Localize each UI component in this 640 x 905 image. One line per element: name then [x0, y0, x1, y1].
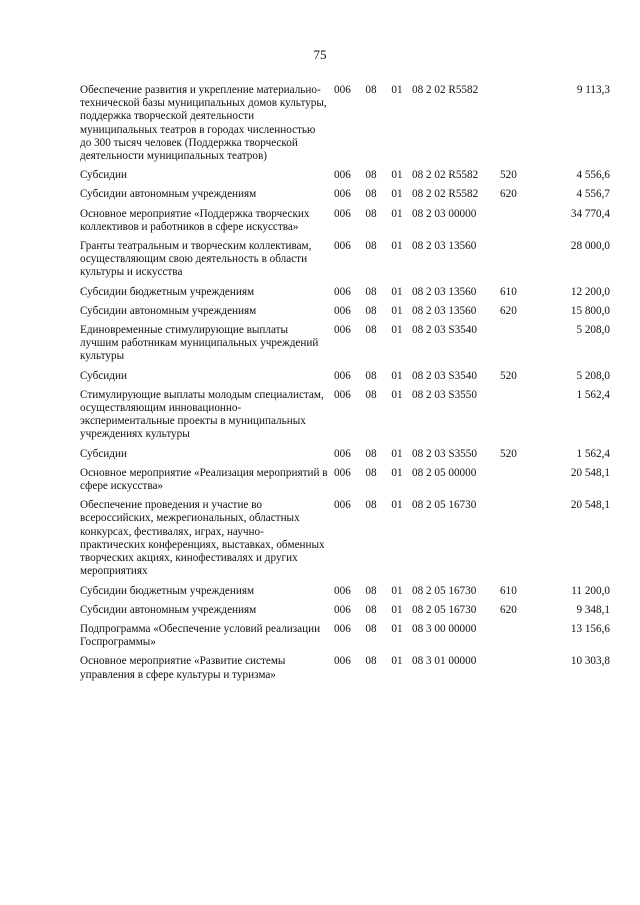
section-code: 08 [365, 655, 377, 668]
target-article: 08 2 03 S3550 [412, 447, 477, 460]
budget-table [80, 84, 610, 688]
section-code: 08 [365, 622, 377, 635]
amount: 15 800,0 [570, 304, 610, 317]
section-code: 08 [365, 369, 377, 382]
amount: 13 156,6 [570, 622, 610, 635]
ministry-code: 006 [334, 655, 351, 668]
subsection-code: 01 [391, 388, 403, 401]
expense-type: 520 [500, 447, 517, 460]
amount: 9 348,1 [576, 603, 610, 616]
page-number: 75 [313, 47, 327, 62]
target-article: 08 2 05 00000 [412, 466, 477, 479]
amount: 4 556,6 [576, 169, 610, 182]
section-code: 08 [365, 285, 377, 298]
section-code: 08 [365, 207, 377, 220]
row-name: Субсидии автономным учреждениям [80, 304, 257, 317]
row-name: Субсидии бюджетным учреждениям [80, 285, 255, 298]
ministry-code: 006 [334, 584, 351, 597]
ministry-code: 006 [334, 447, 351, 460]
table-row [80, 655, 610, 687]
section-code: 08 [365, 324, 377, 337]
section-code: 08 [365, 240, 377, 253]
ministry-code: 006 [334, 188, 351, 201]
expense-type [500, 655, 534, 687]
table-row [80, 623, 610, 655]
section-code: 08 [365, 188, 377, 201]
section-code: 08 [365, 169, 377, 182]
expense-type [500, 623, 534, 655]
amount: 20 548,1 [570, 499, 610, 512]
section-code: 08 [365, 584, 377, 597]
row-name: Обеспечение проведения и участие во всероссийских, межрегиональных, областных конкурсах, фестивалях, играх, научно-практических конференциях, выставках, обменных творческих акциях, кинофестивалях и других мероприятиях [80, 499, 325, 578]
row-name: Обеспечение развития и укрепление материально-технической базы муниципальных домов культуры, поддержка творческой деятельности муниципальных театров в городах численностью до 300 тысяч человек (Поддержка творческой деятельности муниципальных театров) [80, 84, 327, 163]
row-name: Единовременные стимулирующие выплаты лучшим работникам муниципальных учреждений культуры [80, 324, 319, 363]
table-row [80, 370, 610, 389]
table-row [80, 467, 610, 499]
target-article: 08 2 03 S3550 [412, 388, 477, 401]
expense-type [500, 389, 534, 448]
amount: 11 200,0 [571, 584, 610, 597]
ministry-code: 006 [334, 84, 351, 96]
expense-type: 610 [500, 584, 517, 597]
subsection-code: 01 [391, 499, 403, 512]
table-row [80, 188, 610, 207]
subsection-code: 01 [391, 369, 403, 382]
subsection-code: 01 [391, 584, 403, 597]
ministry-code: 006 [334, 169, 351, 182]
ministry-code: 006 [334, 369, 351, 382]
row-name: Стимулирующие выплаты молодым специалистам, осуществляющим инновационно-экспериментальные проекты в муниципальных учреждениях культуры [80, 388, 324, 441]
amount: 1 562,4 [576, 447, 610, 460]
expense-type [500, 467, 534, 499]
target-article: 08 2 02 R5582 [412, 84, 479, 96]
target-article: 08 2 02 R5582 [412, 169, 479, 182]
subsection-code: 01 [391, 207, 403, 220]
target-article: 08 2 05 16730 [412, 603, 477, 616]
table-row [80, 84, 610, 169]
subsection-code: 01 [391, 304, 403, 317]
ministry-code: 006 [334, 499, 351, 512]
table-row [80, 208, 610, 240]
amount: 20 548,1 [570, 466, 610, 479]
section-code: 08 [365, 84, 377, 96]
subsection-code: 01 [391, 285, 403, 298]
row-name: Основное мероприятие «Поддержка творческих коллективов и работников в сфере искусства» [80, 207, 310, 233]
ministry-code: 006 [334, 466, 351, 479]
amount: 5 208,0 [576, 324, 610, 337]
subsection-code: 01 [391, 655, 403, 668]
target-article: 08 2 05 16730 [412, 499, 477, 512]
row-name: Субсидии [80, 447, 127, 460]
target-article: 08 2 03 13560 [412, 240, 477, 253]
amount: 4 556,7 [576, 188, 610, 201]
expense-type: 620 [500, 304, 517, 317]
subsection-code: 01 [391, 240, 403, 253]
subsection-code: 01 [391, 84, 403, 96]
ministry-code: 006 [334, 240, 351, 253]
row-name: Основное мероприятие «Развитие системы управления в сфере культуры и туризма» [80, 655, 286, 681]
expense-type: 620 [500, 188, 517, 201]
table-row [80, 305, 610, 324]
table-row [80, 499, 610, 584]
target-article: 08 2 05 16730 [412, 584, 477, 597]
ministry-code: 006 [334, 324, 351, 337]
section-code: 08 [365, 388, 377, 401]
amount: 12 200,0 [570, 285, 610, 298]
ministry-code: 006 [334, 603, 351, 616]
ministry-code: 006 [334, 622, 351, 635]
subsection-code: 01 [391, 169, 403, 182]
expense-type: 520 [500, 169, 517, 182]
row-name: Субсидии автономным учреждениям [80, 188, 257, 201]
amount: 10 303,8 [570, 655, 610, 668]
expense-type [500, 499, 534, 584]
section-code: 08 [365, 466, 377, 479]
table-row [80, 286, 610, 305]
subsection-code: 01 [391, 447, 403, 460]
expense-type: 520 [500, 369, 517, 382]
target-article: 08 2 03 13560 [412, 285, 477, 298]
target-article: 08 3 00 00000 [412, 622, 477, 635]
expense-type [500, 84, 534, 169]
table-row [80, 324, 610, 370]
amount: 9 113,3 [576, 84, 610, 96]
table-row [80, 585, 610, 604]
subsection-code: 01 [391, 603, 403, 616]
subsection-code: 01 [391, 188, 403, 201]
table-row [80, 448, 610, 467]
table-row [80, 169, 610, 188]
section-code: 08 [365, 499, 377, 512]
table-body [80, 84, 610, 688]
expense-type: 610 [500, 285, 517, 298]
subsection-code: 01 [391, 466, 403, 479]
target-article: 08 2 03 S3540 [412, 324, 477, 337]
row-name: Подпрограмма «Обеспечение условий реализации Госпрограммы» [80, 622, 321, 649]
expense-type [500, 324, 534, 370]
row-name: Субсидии бюджетным учреждениям [80, 584, 255, 597]
amount: 28 000,0 [570, 240, 610, 253]
amount: 5 208,0 [576, 369, 610, 382]
target-article: 08 2 03 00000 [412, 207, 477, 220]
target-article: 08 3 01 00000 [412, 655, 477, 668]
ministry-code: 006 [334, 304, 351, 317]
row-name: Субсидии [80, 369, 127, 382]
subsection-code: 01 [391, 622, 403, 635]
ministry-code: 006 [334, 285, 351, 298]
subsection-code: 01 [391, 324, 403, 337]
expense-type: 620 [500, 603, 517, 616]
amount: 34 770,4 [570, 207, 610, 220]
table-row [80, 604, 610, 623]
expense-type [500, 208, 534, 240]
row-name: Субсидии автономным учреждениям [80, 603, 257, 616]
section-code: 08 [365, 304, 377, 317]
row-name: Гранты театральным и творческим коллективам, осуществляющим свою деятельность в области культуры и искусства [80, 240, 312, 279]
section-code: 08 [365, 603, 377, 616]
target-article: 08 2 03 S3540 [412, 369, 477, 382]
ministry-code: 006 [334, 388, 351, 401]
row-name: Основное мероприятие «Реализация мероприятий в сфере искусства» [80, 466, 328, 493]
expense-type [500, 240, 534, 286]
ministry-code: 006 [334, 207, 351, 220]
table-row [80, 240, 610, 286]
section-code: 08 [365, 447, 377, 460]
row-name: Субсидии [80, 169, 127, 182]
target-article: 08 2 02 R5582 [412, 188, 479, 201]
amount: 1 562,4 [576, 388, 610, 401]
target-article: 08 2 03 13560 [412, 304, 477, 317]
table-row [80, 389, 610, 448]
